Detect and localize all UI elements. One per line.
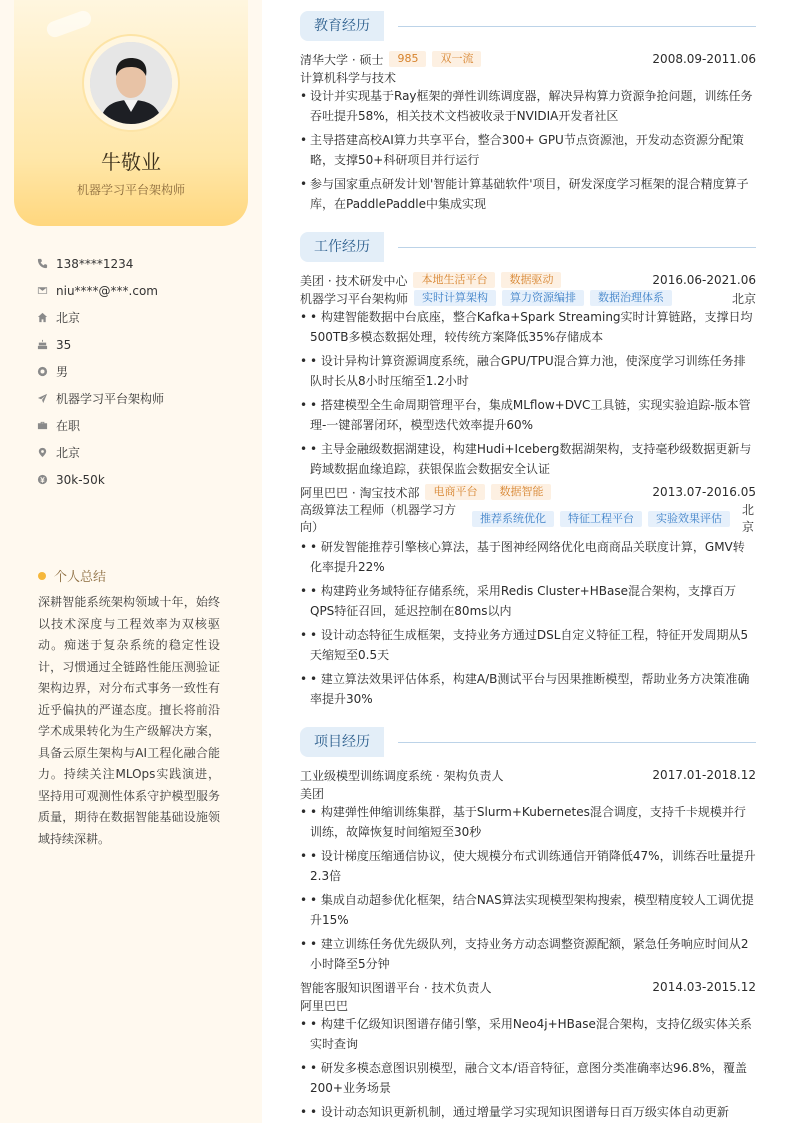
work-date: 2013.07-2016.05 xyxy=(652,485,756,499)
list-item: • • 建立训练任务优先级队列，支持业务方动态调整资源配额，紧急任务响应时间从2小时降至5分钟 xyxy=(300,934,756,974)
city-text: 北京 xyxy=(56,311,81,325)
summary-dot-icon xyxy=(38,572,46,580)
list-item: • 主导搭建高校AI算力共享平台，整合300+ GPU节点资源池，开发动态资源分配策略，支撑50+科研项目并行运行 xyxy=(300,130,756,170)
cake-icon xyxy=(36,339,48,351)
work-role-tag: 数据治理体系 xyxy=(590,290,672,306)
work-city: 北京 xyxy=(742,503,755,534)
info-row-age xyxy=(36,331,164,358)
section-divider xyxy=(398,742,756,743)
work-role-tag: 推荐系统优化 xyxy=(472,511,554,527)
education-tag: 双一流 xyxy=(432,51,481,67)
project-name: 智能客服知识图谱平台 · 技术负责人 xyxy=(300,980,492,995)
list-item: • • 设计动态特征生成框架，支持业务方通过DSL自定义特征工程，特征开发周期从5天缩短至0.5天 xyxy=(300,625,756,665)
section-title-projects: 项目经历 xyxy=(300,727,384,757)
project-date: 2014.03-2015.12 xyxy=(652,980,756,994)
section-divider xyxy=(398,247,756,248)
work-org: 美团 · 技术研发中心 xyxy=(300,273,408,288)
mail-icon xyxy=(36,285,48,297)
section-education xyxy=(300,11,756,41)
work-role-tag: 实时计算架构 xyxy=(414,290,496,306)
salary-icon xyxy=(36,474,48,486)
work-tag: 电商平台 xyxy=(425,484,485,500)
education-header xyxy=(300,50,756,68)
list-item: • • 研发多模态意图识别模型，融合文本/语音特征，意图分类准确率达96.8%，覆盖200+业务场景 xyxy=(300,1058,756,1098)
contact-info xyxy=(36,250,164,493)
info-row-email xyxy=(36,277,164,304)
list-item: • 参与国家重点研发计划'智能计算基础软件'项目，研发深度学习框架的混合精度算子库，在PaddlePaddle中集成实现 xyxy=(300,174,756,214)
briefcase-icon xyxy=(36,420,48,432)
info-row-gender xyxy=(36,358,164,385)
project-date: 2017.01-2018.12 xyxy=(652,768,756,782)
info-row-phone xyxy=(36,250,164,277)
summary-heading xyxy=(38,566,106,585)
education-major: 计算机科学与技术 xyxy=(300,71,397,85)
section-projects xyxy=(300,727,756,757)
status-text: 在职 xyxy=(56,419,81,433)
info-row-position xyxy=(36,385,164,412)
list-item: • • 构建智能数据中台底座，整合Kafka+Spark Streaming实时计算链路，支撑日均500TB多模态数据处理，较传统方案降低35%存储成本 xyxy=(300,307,756,347)
education-org: 清华大学 · 硕士 xyxy=(300,52,384,67)
project-company: 阿里巴巴 xyxy=(300,999,349,1013)
list-item: • • 集成自动超参优化框架，结合NAS算法实现模型架构搜索，模型精度较人工调优提升15% xyxy=(300,890,756,930)
list-item: • • 设计动态知识更新机制，通过增量学习实现知识图谱每日百万级实体自动更新 xyxy=(300,1102,756,1122)
work-tag: 数据智能 xyxy=(491,484,551,500)
work-header xyxy=(300,271,756,289)
decoration-pill xyxy=(45,9,94,40)
avatar-photo xyxy=(90,42,172,124)
list-item: • • 设计异构计算资源调度系统，融合GPU/TPU混合算力池，使深度学习训练任务排队时长从8小时压缩至1.2小时 xyxy=(300,351,756,391)
work-role-tag: 特征工程平台 xyxy=(560,511,642,527)
work-role-tag: 实验效果评估 xyxy=(648,511,730,527)
phone-icon xyxy=(36,258,48,270)
section-divider xyxy=(398,26,756,27)
work-role: 高级算法工程师（机器学习方向） xyxy=(300,503,457,534)
phone-text: 138****1234 xyxy=(56,256,134,271)
work-role-line xyxy=(300,289,756,307)
summary-heading-text: 个人总结 xyxy=(54,570,107,585)
send-icon xyxy=(36,393,48,405)
avatar-ring xyxy=(84,36,178,130)
left-column xyxy=(0,0,262,1123)
education-date: 2008.09-2011.06 xyxy=(652,52,756,66)
work-city: 北京 xyxy=(731,291,756,306)
home-icon xyxy=(36,312,48,324)
avatar xyxy=(90,42,172,124)
work-bullets xyxy=(300,537,756,713)
work-date: 2016.06-2021.06 xyxy=(652,273,756,287)
email-text: niu****@***.com xyxy=(56,283,158,298)
location-text: 北京 xyxy=(56,446,81,460)
info-row-city xyxy=(36,304,164,331)
list-item: • • 建立算法效果评估体系，构建A/B测试平台与因果推断模型，帮助业务方决策准确率提升30% xyxy=(300,669,756,709)
list-item: • • 构建弹性伸缩训练集群，基于Slurm+Kubernetes混合调度，支持千卡规模并行训练，故障恢复时间缩短至30秒 xyxy=(300,802,756,842)
work-header xyxy=(300,483,756,501)
info-row-salary xyxy=(36,466,164,493)
age-text: 35 xyxy=(56,337,72,352)
profile-title: 机器学习平台架构师 xyxy=(76,183,185,197)
work-tag: 本地生活平台 xyxy=(413,272,495,288)
list-item: • • 构建千亿级知识图谱存储引擎，采用Neo4j+HBase混合架构，支持亿级实体关系实时查询 xyxy=(300,1014,756,1054)
gender-text: 男 xyxy=(56,365,69,379)
project-bullets xyxy=(300,1014,756,1126)
work-role-tag: 算力资源编排 xyxy=(502,290,584,306)
section-title-education: 教育经历 xyxy=(300,11,384,41)
education-tag: 985 xyxy=(389,51,426,67)
list-item: • • 主导金融级数据湖建设，构建Hudi+Iceberg数据湖架构，支持毫秒级数据更新与跨域数据血缘追踪，获银保监会数据安全认证 xyxy=(300,439,756,479)
project-bullets xyxy=(300,802,756,978)
section-title-work: 工作经历 xyxy=(300,232,384,262)
work-role-line xyxy=(300,502,756,536)
info-row-location xyxy=(36,439,164,466)
gender-icon xyxy=(36,366,48,378)
list-item: • • 研发智能推荐引擎核心算法，基于图神经网络优化电商商品关联度计算，GMV转化率提升22% xyxy=(300,537,756,577)
project-company: 美团 xyxy=(300,787,325,801)
work-bullets xyxy=(300,307,756,483)
project-name: 工业级模型训练调度系统 · 架构负责人 xyxy=(300,768,504,783)
section-work xyxy=(300,232,756,262)
location-icon xyxy=(36,447,48,459)
list-item: • • 搭建模型全生命周期管理平台，集成MLflow+DVC工具链，实现实验追踪-版本管理-一键部署闭环，模型迭代效率提升60% xyxy=(300,395,756,435)
list-item: • 设计并实现基于Ray框架的弹性训练调度器，解决异构算力资源争抢问题，训练任务吞吐提升58%，相关技术文档被收录于NVIDIA开发者社区 xyxy=(300,86,756,126)
work-role: 机器学习平台架构师 xyxy=(300,291,409,306)
summary-text: 深耕智能系统架构领域十年，始终以技术深度与工程效率为双核驱动。痴迷于复杂系统的稳定性设计，习惯通过全链路性能压测验证架构边界，对分布式事务一致性有近乎偏执的严谨态度。擅长将前沿学术成果转化为生产级解决方案，具备云原生架构与AI工程化融合能力。持续关注MLOps实践演进，坚持用可观测性体系守护模型服务质量，期待在数据智能基础设施领域持续深耕。 xyxy=(38,595,220,846)
work-tag: 数据驱动 xyxy=(501,272,561,288)
position-text: 机器学习平台架构师 xyxy=(56,392,165,406)
profile-name: 牛敬业 xyxy=(101,150,161,174)
project-header xyxy=(300,766,756,784)
project-header xyxy=(300,978,756,996)
education-bullets xyxy=(300,86,756,218)
work-org: 阿里巴巴 · 淘宝技术部 xyxy=(300,485,420,500)
salary-text: 30k-50k xyxy=(56,472,105,487)
list-item: • • 构建跨业务域特征存储系统，采用Redis Cluster+HBase混合架构，支撑百万QPS特征召回，延迟控制在80ms以内 xyxy=(300,581,756,621)
info-row-status xyxy=(36,412,164,439)
list-item: • • 设计梯度压缩通信协议，使大规模分布式训练通信开销降低47%，训练吞吐量提升2.3倍 xyxy=(300,846,756,886)
